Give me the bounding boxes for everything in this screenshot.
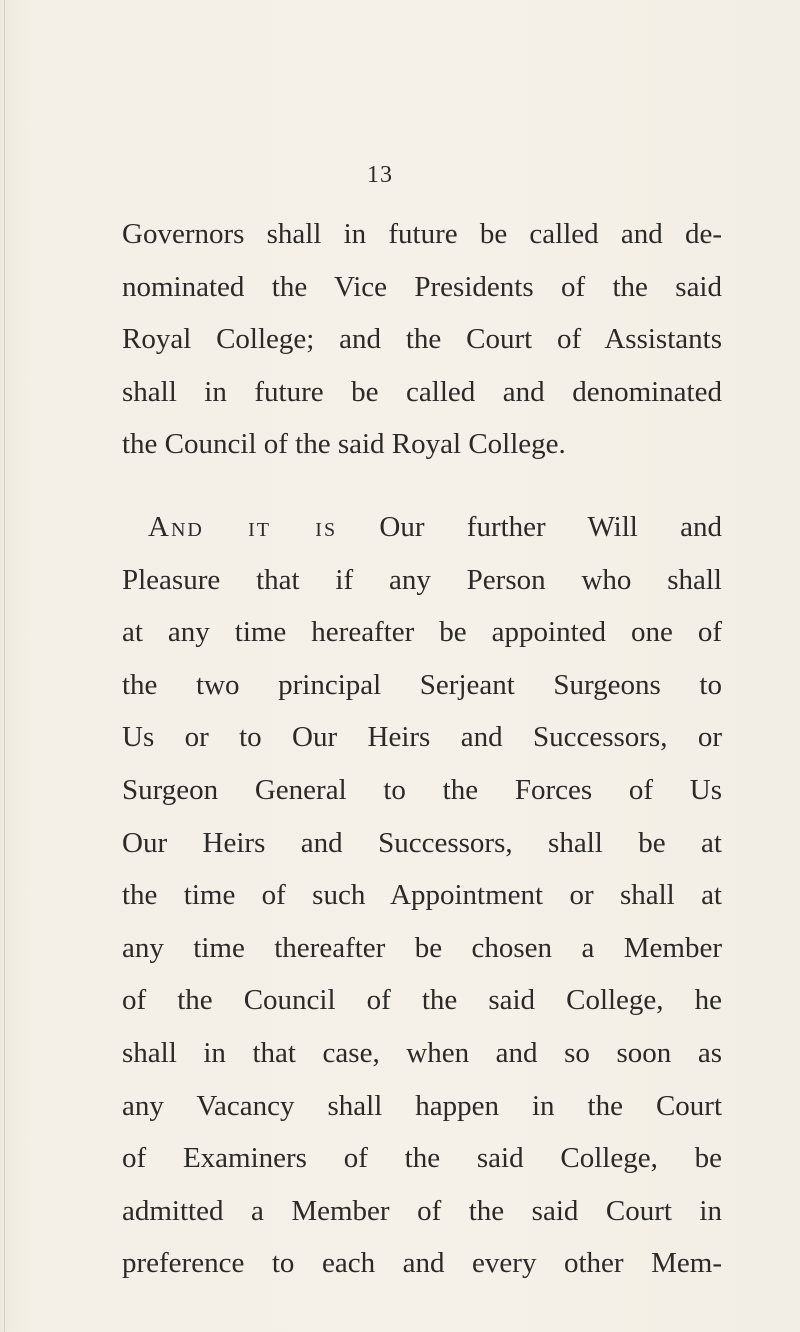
text-line: the two principal Serjeant Surgeons to	[122, 668, 722, 701]
text-line: Our Heirs and Successors, shall be at	[122, 826, 722, 859]
text-line-opening	[122, 501, 722, 554]
text-line: Governors shall in future be called and de-	[122, 218, 722, 250]
text-line: shall in future be called and denominated	[122, 375, 722, 408]
text-line: of the Council of the said College, he	[122, 984, 722, 1017]
text-line: Surgeon General to the Forces of Us	[122, 773, 722, 806]
text-line: Pleasure that if any Person who shall	[122, 563, 722, 596]
text-line: at any time hereafter be appointed one of	[122, 616, 722, 649]
text-line: of Examiners of the said College, be	[122, 1142, 722, 1175]
text-line: the Council of the said Royal College.	[122, 428, 566, 461]
paragraph-gap	[122, 471, 722, 501]
text-line: preference to each and every other Mem-	[122, 1247, 722, 1280]
text-line: the time of such Appointment or shall at	[122, 879, 722, 912]
lead-rest: Our further Will and	[337, 510, 723, 543]
body-text	[122, 208, 722, 1290]
page-number: 13	[367, 162, 393, 188]
text-line: Us or to Our Heirs and Successors, or	[122, 721, 722, 754]
paragraph-2	[122, 501, 722, 1290]
text-line: any time thereafter be chosen a Member	[122, 931, 722, 964]
text-line: admitted a Member of the said Court in	[122, 1194, 722, 1227]
text-line: nominated the Vice Presidents of the said	[122, 270, 722, 303]
page-edge	[4, 0, 5, 1332]
small-caps-lead: And it is	[148, 510, 338, 543]
paragraph-1	[122, 208, 722, 471]
text-line: Royal College; and the Court of Assistants	[122, 323, 722, 356]
text-line: any Vacancy shall happen in the Court	[122, 1089, 722, 1122]
text-line: shall in that case, when and so soon as	[122, 1036, 722, 1069]
